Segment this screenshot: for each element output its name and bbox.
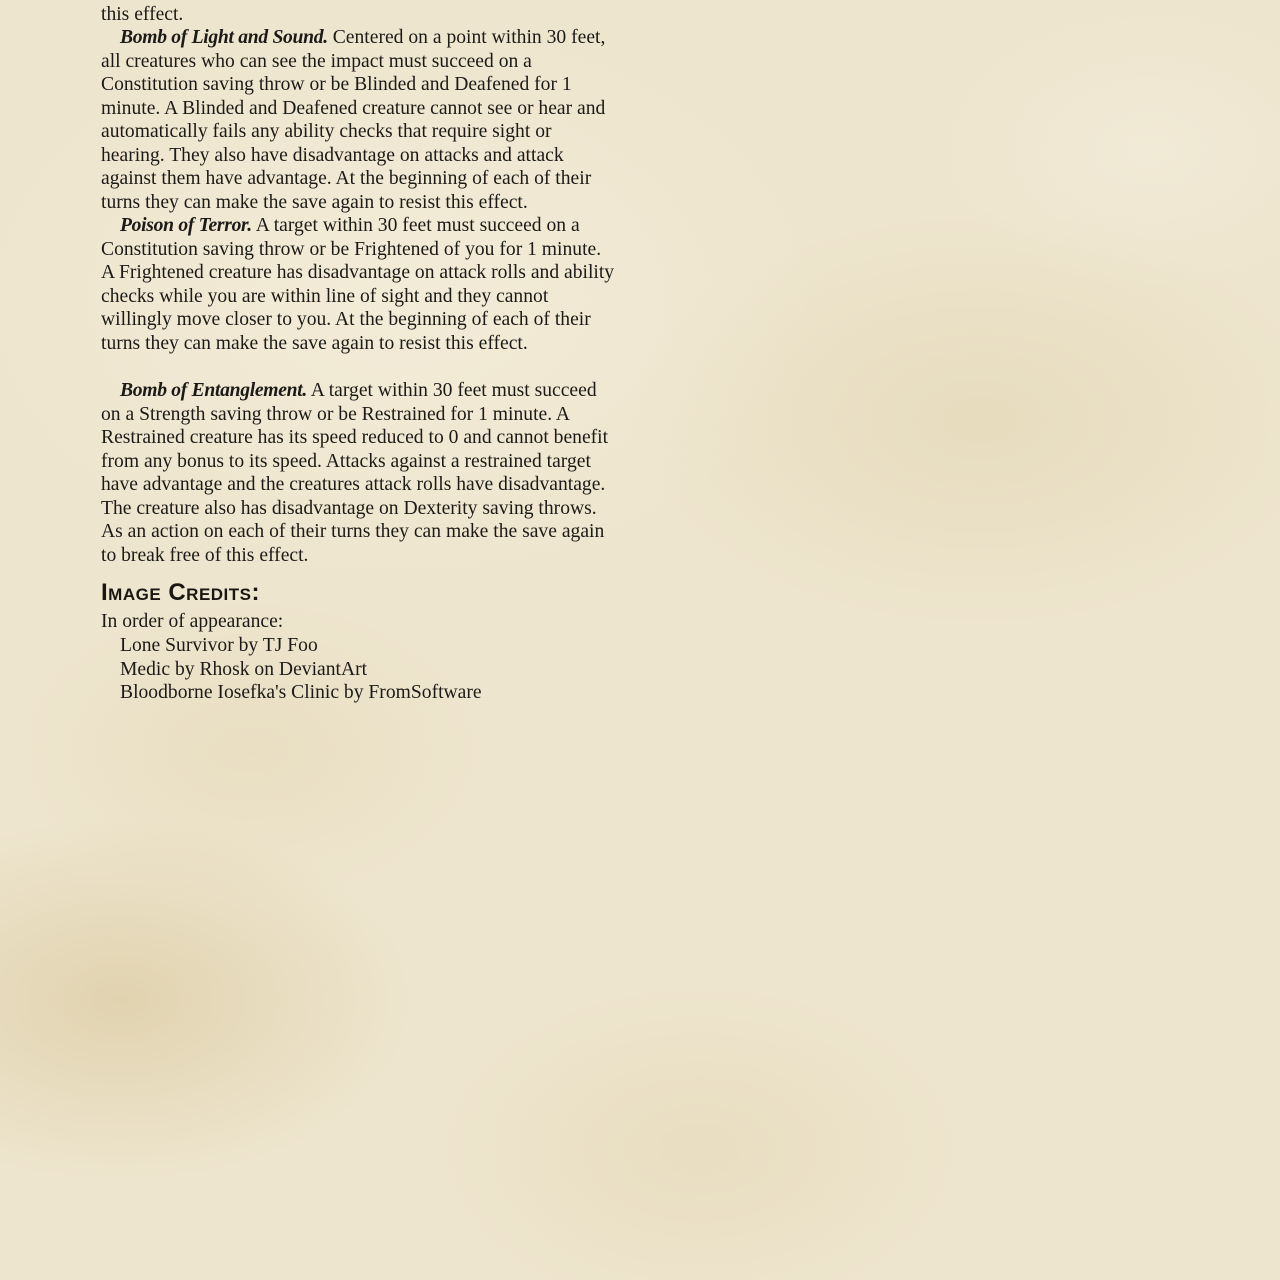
entry-term: Poison of Terror.	[120, 215, 252, 236]
image-credits-list	[120, 634, 482, 705]
entry-term: Bomb of Entanglement.	[120, 380, 307, 401]
entry-description: A target within 30 feet must succeed on a Constitution saving throw or be Frightened of you for 1 minute. A Frightened creature has disadvantage on attack rolls and ability checks while you are within line of sight and they cannot willingly move closer to you. At the beginning of each of their turns they can make the save again to resist this effect.	[101, 215, 615, 354]
entry-bomb-of-entanglement	[101, 379, 616, 567]
credit-item: Medic by Rhosk on DeviantArt	[120, 658, 368, 680]
credit-item: Bloodborne Iosefka's Clinic by FromSoftware	[120, 682, 482, 703]
continued-text-fragment: this effect.	[101, 4, 184, 25]
image-credits-heading: Image Credits:	[101, 579, 260, 606]
entry-poison-of-terror	[101, 214, 616, 355]
image-credits-intro: In order of appearance:	[101, 611, 284, 632]
entry-description: A target within 30 feet must succeed on a Strength saving throw or be Restrained for 1 minute. A Restrained creature has its speed reduced to 0 and cannot benefit from any bonus to its speed. Attacks against a restrained target have advantage and the creatures attack rolls have disadvantage. The creature also has disadvantage on Dexterity saving throws. As an action on each of their turns they can make the save again to break free of this effect.	[101, 380, 609, 566]
entry-bomb-of-light-and-sound	[101, 26, 616, 214]
entry-term: Bomb of Light and Sound.	[120, 27, 328, 48]
credit-item: Lone Survivor by TJ Foo	[120, 635, 318, 656]
entry-description: Centered on a point within 30 feet, all creatures who can see the impact must succeed on a Constitution saving throw or be Blinded and Deafened for 1 minute. A Blinded and Deafened creature cannot see or hear and automatically fails any ability checks that require sight or hearing. They also have disadvantage on attacks and attack against them have advantage. At the beginning of each of their turns they can make the save again to resist this effect.	[101, 27, 606, 213]
